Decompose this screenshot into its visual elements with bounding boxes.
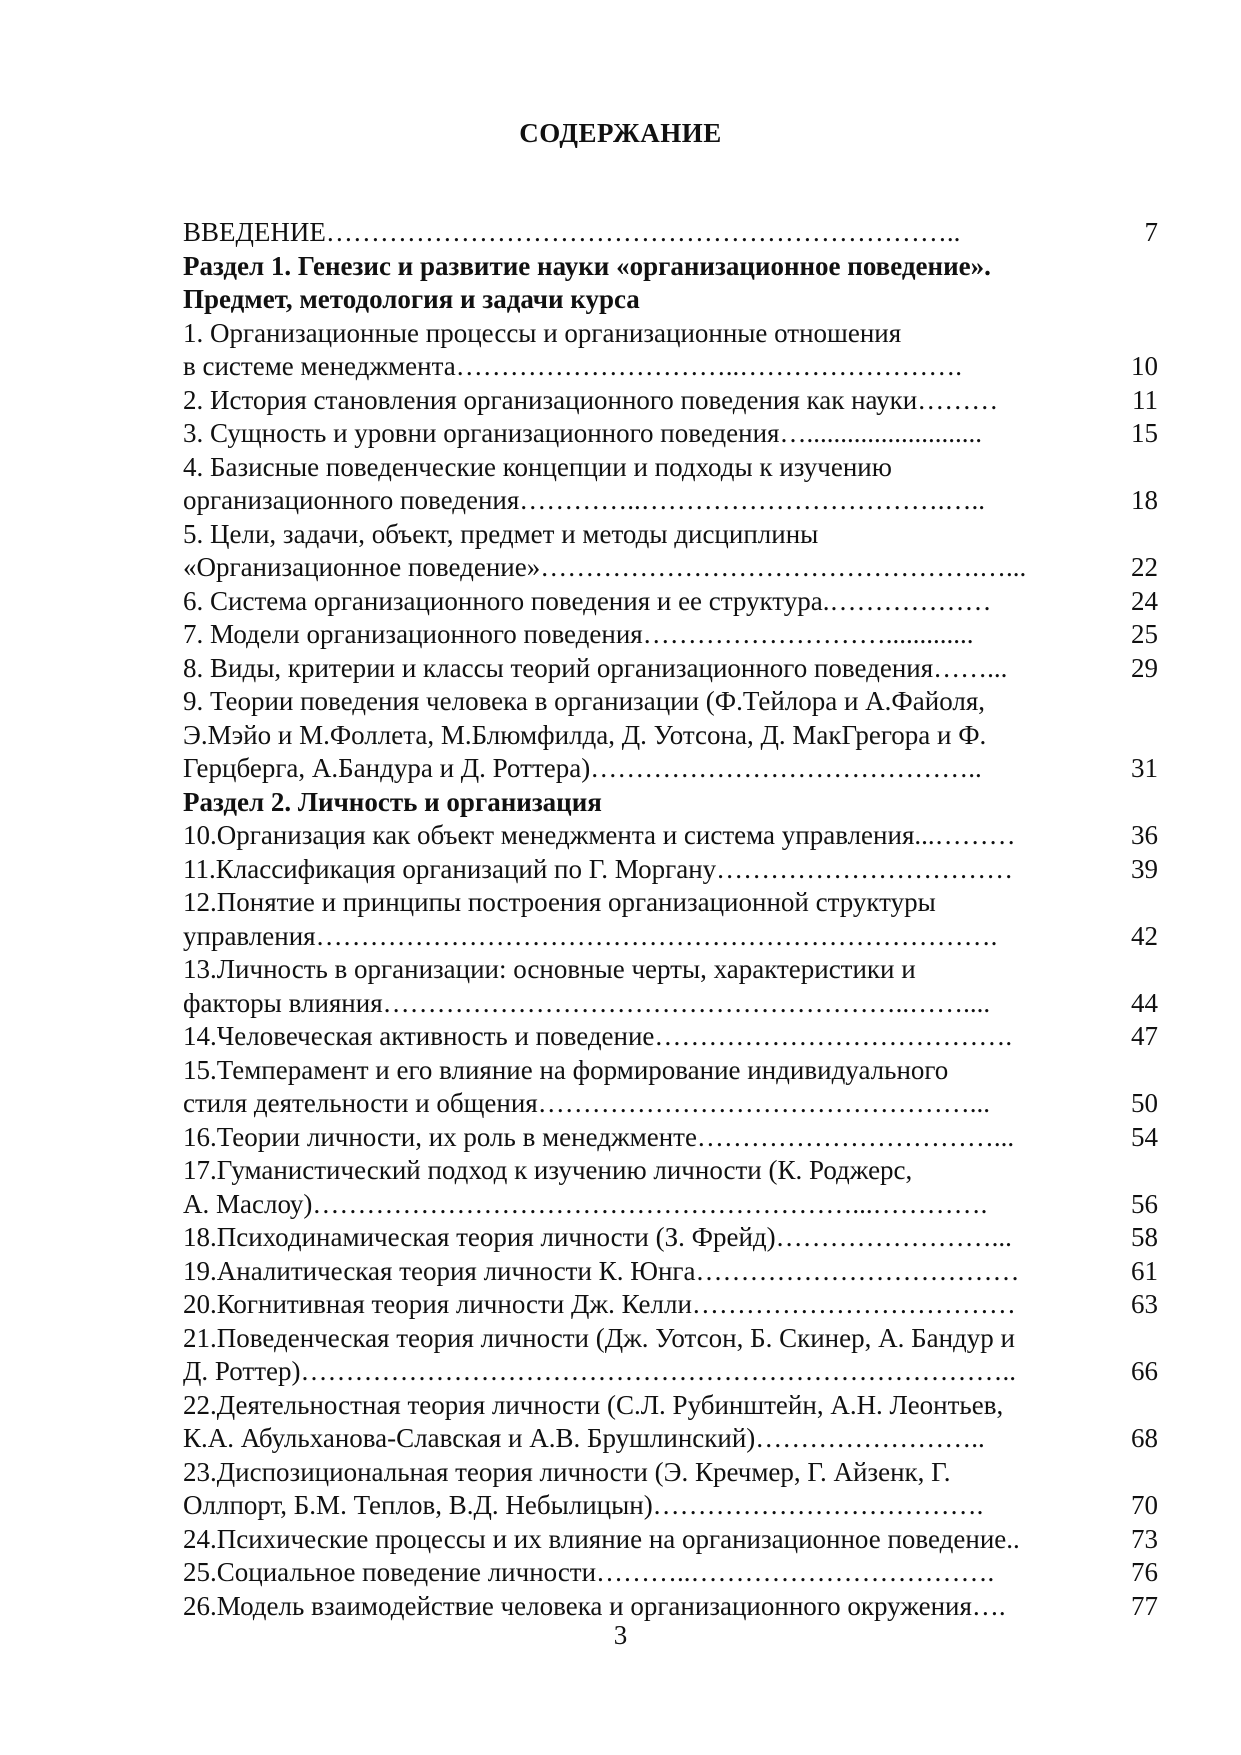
toc-entry-text: 26.Модель взаимодействие человека и организационного окружения….: [183, 1590, 1006, 1621]
toc-page-number: 44: [1131, 987, 1158, 1018]
toc-entry-text: 23.Диспозициональная теория личности (Э. Кречмер, Г. Айзенк, Г.: [183, 1456, 951, 1487]
toc-entry-text: 20.Когнитивная теория личности Дж. Келли………………………………: [183, 1289, 1016, 1319]
toc-entry-text: факторы влияния…………………………………………………..……....: [183, 987, 991, 1018]
toc-page-number: 18: [1131, 485, 1158, 515]
toc-section-heading: [183, 283, 1158, 317]
toc-entry: [183, 618, 1158, 652]
toc-page-number: 66: [1131, 1356, 1158, 1386]
toc-entry: [183, 1422, 1158, 1456]
toc-entry-text: организационного поведения…………..…………………………….…..: [183, 485, 986, 515]
toc-entry: [183, 1590, 1158, 1624]
toc-page-number: 24: [1131, 585, 1158, 616]
toc-entry: [183, 1188, 1158, 1222]
toc-entry: [183, 585, 1158, 619]
toc-entry-text: Э.Мэйо и М.Фоллета, М.Блюмфилда, Д. Уотсона, Д. МакГрегора и Ф.: [183, 719, 987, 750]
toc-entry: [183, 685, 1158, 719]
toc-entry: [183, 987, 1158, 1021]
toc-entry-text: ВВЕДЕНИЕ……………………………………………………………..: [183, 217, 961, 247]
toc-entry: [183, 1221, 1158, 1255]
toc-entry-text: в системе менеджмента…………………………..…………………….: [183, 351, 962, 381]
toc-entry: [183, 853, 1158, 887]
toc-page-number: 73: [1131, 1523, 1158, 1554]
toc-page-number: 31: [1131, 753, 1158, 783]
toc-entry: [183, 1355, 1158, 1389]
toc-page-number: 50: [1131, 1088, 1158, 1118]
toc-entry: [183, 451, 1158, 485]
toc-entry: [183, 1121, 1158, 1155]
toc-entry-text: 17.Гуманистический подход к изучению личности (К. Роджерс,: [183, 1155, 913, 1185]
toc-entry-text: 16.Теории личности, их роль в менеджменте……………………………...: [183, 1121, 1015, 1152]
toc-page-number: 63: [1131, 1289, 1158, 1319]
toc-section-heading: [183, 250, 1158, 284]
toc-page-number: 11: [1132, 384, 1158, 415]
toc-entry: [183, 652, 1158, 686]
toc-entry: [183, 1054, 1158, 1088]
toc-entry: [183, 317, 1158, 351]
page-number: 3: [613, 1620, 628, 1650]
toc-page-number: 47: [1131, 1021, 1158, 1051]
toc-page-number: 42: [1131, 920, 1158, 951]
toc-page-number: 77: [1131, 1590, 1158, 1621]
toc-entry-text: Оллпорт, Б.М. Теплов, В.Д. Небылицын)……………………………….: [183, 1490, 984, 1520]
toc-entry: [183, 216, 1158, 250]
toc-entry-text: 2. История становления организационного поведения как науки………: [183, 384, 999, 415]
toc-entry-text: 15.Темперамент и его влияние на формирование индивидуального: [183, 1054, 949, 1085]
toc-entry-text: 9. Теории поведения человека в организации (Ф.Тейлора и А.Файоля,: [183, 686, 985, 716]
toc-entry: [183, 417, 1158, 451]
toc-page-number: 39: [1131, 853, 1158, 884]
toc-entry-text: Герцберга, А.Бандура и Д. Роттера)……………………………………..: [183, 753, 982, 783]
page-title: СОДЕРЖАНИЕ: [519, 118, 722, 148]
toc-page-number: 76: [1131, 1557, 1158, 1587]
toc-entry: [183, 551, 1158, 585]
toc-page-number: 22: [1131, 552, 1158, 582]
toc-entry-text: стиля деятельности и общения…………………………………………...: [183, 1088, 990, 1118]
toc-entry-text: 18.Психодинамическая теория личности (З. Фрейд)……………………...: [183, 1222, 1012, 1252]
toc-page-number: 61: [1131, 1255, 1158, 1286]
toc-entry-text: 25.Социальное поведение личности………..…………………………….: [183, 1557, 995, 1587]
toc-entry-text: 22.Деятельностная теория личности (С.Л. Рубинштейн, А.Н. Леонтьев,: [183, 1389, 1004, 1420]
toc-entry: [183, 1255, 1158, 1289]
toc-entry-text: К.А. Абульханова-Славская и А.В. Брушлинский)……………………..: [183, 1423, 985, 1453]
toc-page-number: 29: [1131, 652, 1158, 683]
toc-entry: [183, 484, 1158, 518]
toc-entry: [183, 1556, 1158, 1590]
toc-entry-text: 5. Цели, задачи, объект, предмет и методы дисциплины: [183, 518, 819, 549]
toc-entry: [183, 819, 1158, 853]
toc-page-number: 15: [1131, 418, 1158, 448]
toc-entry: [183, 920, 1158, 954]
toc-entry-text: Д. Роттер)……………………………………………………………………..: [183, 1356, 1016, 1386]
toc-entry-text: 11.Классификация организаций по Г. Моргану……………………………: [183, 853, 1014, 884]
toc-entry-text: 4. Базисные поведенческие концепции и подходы к изучению: [183, 451, 892, 482]
toc-entry: [183, 1020, 1158, 1054]
toc-entry: [183, 1087, 1158, 1121]
toc-entry-text: 24.Психические процессы и их влияние на организационное поведение..: [183, 1523, 1020, 1554]
toc-entry-text: Раздел 1. Генезис и развитие науки «организационное поведение».: [183, 250, 991, 281]
toc-entry: [183, 886, 1158, 920]
toc-entry-text: 14.Человеческая активность и поведение………………………………….: [183, 1021, 1013, 1051]
toc-entry: [183, 1523, 1158, 1557]
toc-entry: [183, 350, 1158, 384]
toc-entry-text: 19.Аналитическая теория личности К. Юнга………………………………: [183, 1255, 1020, 1286]
toc-entry-text: 13.Личность в организации: основные черты, характеристики и: [183, 954, 916, 984]
toc-page-number: 56: [1131, 1188, 1158, 1219]
toc-entry-text: Раздел 2. Личность и организация: [183, 786, 602, 817]
toc-entry: [183, 953, 1158, 987]
toc-entry-text: 7. Модели организационного поведения……………………….............: [183, 619, 974, 649]
toc-page-number: 68: [1131, 1423, 1158, 1453]
toc-page-number: 7: [1144, 217, 1158, 247]
toc-page-number: 58: [1131, 1222, 1158, 1252]
toc-entry: [183, 1456, 1158, 1490]
toc-entry-text: 8. Виды, критерии и классы теорий организационного поведения……...: [183, 652, 1008, 683]
table-of-contents: [183, 216, 1158, 1623]
toc-entry: [183, 1489, 1158, 1523]
toc-entry: [183, 1154, 1158, 1188]
toc-entry: [183, 518, 1158, 552]
toc-page-number: 70: [1131, 1490, 1158, 1520]
toc-entry-text: 21.Поведенческая теория личности (Дж. Уотсон, Б. Скинер, А. Бандур и: [183, 1322, 1015, 1353]
toc-page-number: 10: [1131, 351, 1158, 381]
toc-entry-text: 1. Организационные процессы и организационные отношения: [183, 317, 902, 348]
toc-entry: [183, 752, 1158, 786]
toc-page-number: 36: [1131, 820, 1158, 850]
toc-entry-text: управления………………………………………………………………….: [183, 920, 998, 951]
toc-entry-text: 10.Организация как объект менеджмента и система управления...………: [183, 820, 1016, 850]
toc-entry: [183, 1288, 1158, 1322]
toc-entry-text: Предмет, методология и задачи курса: [183, 284, 640, 314]
toc-entry-text: 12.Понятие и принципы построения организационной структуры: [183, 887, 936, 917]
toc-entry: [183, 1322, 1158, 1356]
toc-page-number: 25: [1131, 619, 1158, 649]
toc-entry: [183, 384, 1158, 418]
toc-entry-text: А. Маслоу)……………………………………………………...………….: [183, 1188, 988, 1219]
toc-entry: [183, 1389, 1158, 1423]
toc-entry-text: 3. Сущность и уровни организационного поведения…..........................: [183, 418, 982, 448]
toc-entry-text: «Организационное поведение»………………………………………….…...: [183, 552, 1027, 582]
toc-page-number: 54: [1131, 1121, 1158, 1152]
toc-section-heading: [183, 786, 1158, 820]
toc-entry-text: 6. Система организационного поведения и ее структура.………………: [183, 585, 992, 616]
toc-entry: [183, 719, 1158, 753]
